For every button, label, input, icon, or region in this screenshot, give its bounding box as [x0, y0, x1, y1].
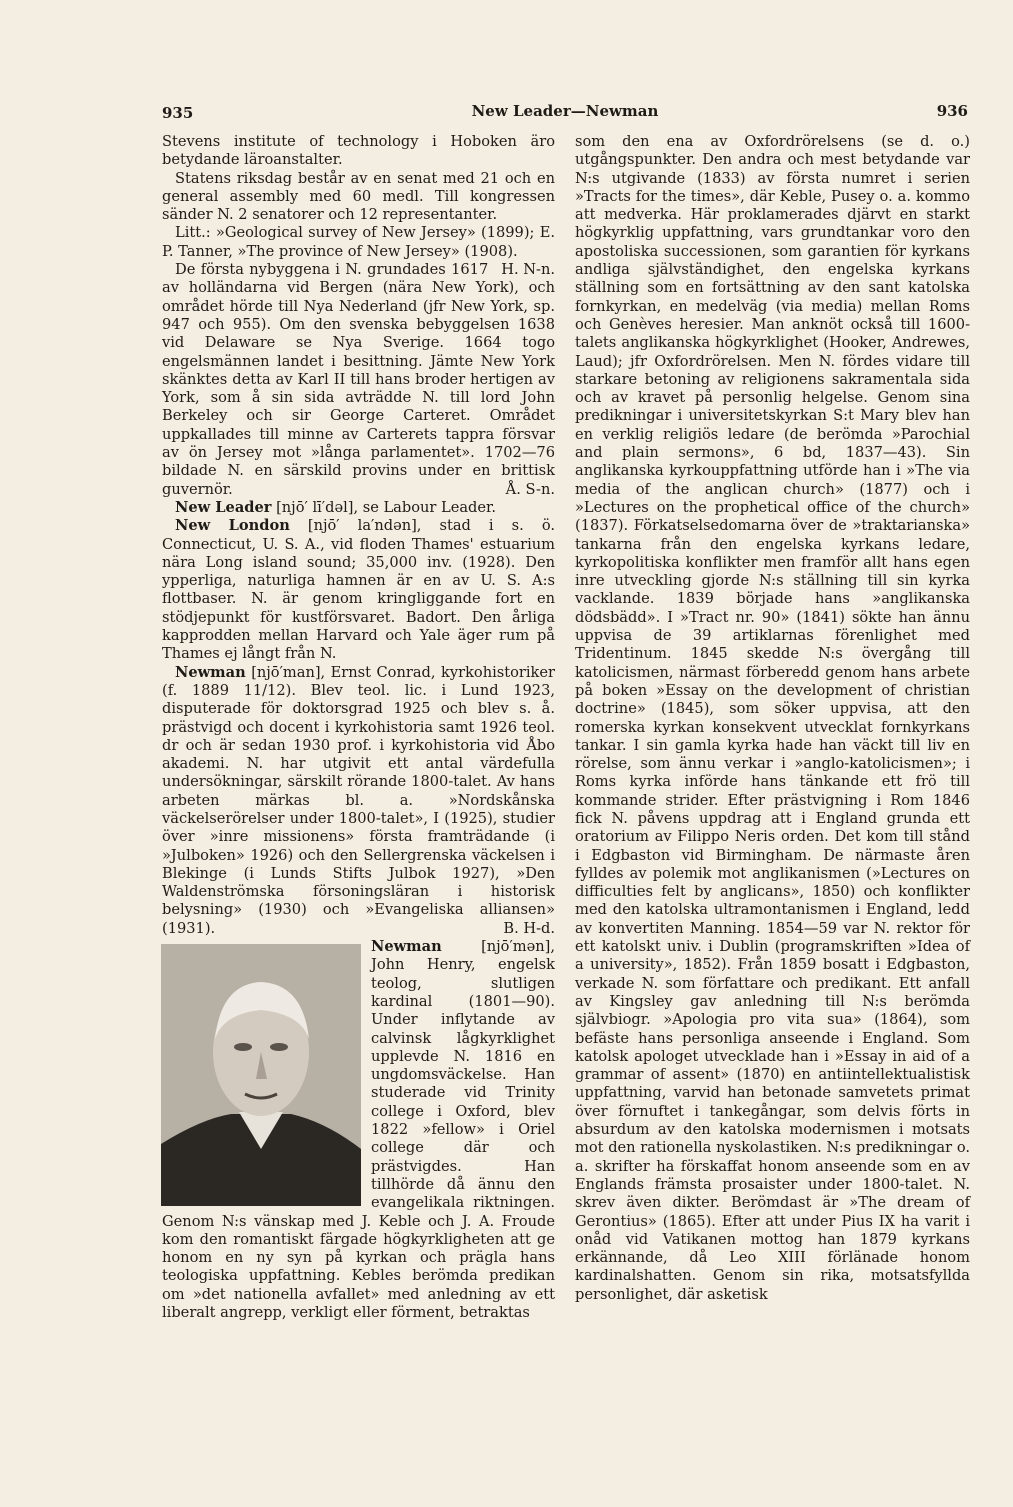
- running-header: [162, 102, 968, 126]
- author-signature: Å. S-n.: [505, 480, 555, 498]
- entry-headword: New Leader: [175, 498, 272, 516]
- paragraph-text: De första nybyggena i N. grundades 1617 av holländarna vid Bergen (nära New York), och området hörde till Nya Nederland (jfr New York, sp. 947 och 955). Om den svenska bebyggelsen 1638 vid Delaware se Nya Sverige. 1664 togo engelsmännen landet i besittning. Jämte New York skänktes detta av Karl II till hans broder hertigen av York, som å sin sida avträdde N. till lord John Berkeley och sir George Carteret. Området uppkallades till minne av Carterets tappra försvar av ön Jersey mot »långa parlamentet». 1702—76 bildade N. en särskild provins under en brittisk guvernör.: [162, 261, 555, 498]
- entry-text: [njō′mən], John Henry, engelsk teolog, slutligen kardinal (1801—90). Under inflytande av calvinsk lågkyrklighet upplevde N. 1816 en ungdomsväckelse. Han studerade vid Trinity college i Oxford, blev 1822 »fellow» i Oriel college där och prästvigdes. Han tillhörde då ännu den evangelikala riktningen. Genom N:s vänskap med J. Keble och J. A. Froude kom den romantiskt färgade högkyrkligheten att ge honom en ny syn på kyrkan och prägla hans teologiska uppfattning. Kebles berömda predikan om »det nationella avfallet» med anledning av ett liberalt angrepp, verkligt eller förment, betraktas: [162, 938, 555, 1321]
- entry-headword: Newman: [371, 938, 442, 956]
- portrait-figure: [161, 944, 361, 1206]
- entry-new-london: [162, 517, 555, 663]
- paragraph: Statens riksdag består av en senat med 21 och en general assembly med 60 medl. Till kongressen sänder N. 2 senatorer och 12 representanter.: [162, 169, 555, 224]
- entry-text: [njō′man], Ernst Conrad, kyrkohistoriker (f. 1889 11/12). Blev teol. lic. i Lund 1923, disputerade för doktorsgrad 1925 och blev s. å. prästvigd och docent i kyrkohistoria samt 1926 teol. dr och är sedan 1930 prof. i kyrkohistoria vid Åbo akademi. N. har utgivit ett antal värdefulla undersökningar, särskilt rörande 1800-talet. Av hans arbeten märkas bl. a. »Nordskånska väckelserörelser under 1800-talet», I (1925), studier över »inre missionens» första framträdande (i »Julboken» 1926) och den Sellergrenska väckelsen i Blekinge (i Lunds Stifts Julbok 1927), »Den Waldenströmska försoningsläran i historisk belysning» (1930) och »Evangeliska alliansen» (1931).: [162, 663, 556, 937]
- entry-new-leader: [162, 499, 555, 517]
- author-signature: H. N-n.: [501, 261, 555, 279]
- paragraph: Stevens institute of technology i Hoboken äro betydande läroanstalter.: [162, 133, 555, 169]
- header-title: New Leader—Newman: [471, 102, 659, 120]
- entry-newman-ernst: [162, 664, 555, 938]
- paragraph: som den ena av Oxfordrörelsens (se d. o.) utgångspunkter. Den andra och mest betydande var N:s utgivande (1833) av första numret i serien »Tracts for the times», där Keble, Pusey o. a. kommo att medverka. Här proklamerades djärvt en starkt högkyrklig uppfattning, vars grundtankar voro den apostoliska successionen, som garantien för kyrkans andliga självständighet, den engelska kyrkans ställning som en fortsättning av den sant katolska fornkyrkan, en medelväg (via media) mellan Roms och Genèves heresier. Man anknöt också till 1600-talets anglikanska högkyrklighet (Hooker, Andrewes, Laud); jfr Oxfordrörelsen. Men N. fördes vidare till starkare betoning av religionens sakramentala sida och av kravet på personlig helgelse. Genom sina predikningar i universitetskyrkan S:t Mary blev han en verklig religiös ledare (de berömda »Parochial and plain sermons», 6 bd, 1837—43). Sin anglikanska kyrkouppfattning utförde han i »The via media of the anglican church» (1877) och i »Lectures on the prophetical office of the church» (1837). Förkatselsedomarna över de »traktarianska» tankarna från den engelska kyrkans ledare, kyrkopolitiska konflikter men framför allt hans egen inre utveckling gjorde N:s ställning till sin kyrka vacklande. 1839 började hans »anglikanska dödsbädd». I »Tract nr. 90» (1841) sökte han ännu uppvisa de 39 artiklarnas förenlighet med Tridentinum. 1845 skedde N:s övergång till katolicismen, närmast förberedd genom hans arbete på boken »Essay on the development of christian doctrine» (1845), som söker uppvisa, att den romerska kyrkan konsekvent utvecklat fornkyrkans tankar. I sin gamla kyrka hade han väckt till liv en rörelse, som ännu verkar i »anglo-katolicismen»; i Roms kyrka införde hans tänkande ett frö till kommande strider. Efter prästvigning i Rom 1846 fick N. påvens uppdrag att i England grunda ett oratorium av Filippo Neris orden. Det kom till stånd i Edgbaston vid Birmingham. De närmaste åren fylldes av polemik mot anglikanismen (»Lectures on difficulties felt by anglicans», 1850) och konflikter med den katolska ultramontanismen i England, ledd av konvertiten Manning. 1854—59 var N. rektor för ett katolskt univ. i Dublin (programskriften »Idea of a university», 1852). Från 1859 bosatt i Edgbaston, verkade N. som författare och predikant. Ett anfall av Kingsley gav anledning till N:s berömda självbiogr. »Apologia pro vita sua» (1864), som befäste hans personliga anseende i England. Som katolsk apologet utvecklade han i »Essay in aid of a grammar of assent» (1870) en antiintellektualistisk uppfattning, varvid han betonade samvetets primat över förnuftet i tankegångar, som delvis förts in absurdum av den katolska modernismen i motsats mot den rationella nyskolastiken. N:s predikningar o. a. skrifter ha förskaffat honom anseende som en av Englands främsta prosaister under 1800-talet. N. skrev även dikter. Berömdast är »The dream of Gerontius» (1865). Efter att under Pius IX ha varit i onåd vid Vatikanen mottog han 1879 kyrkans erkännande, då Leo XIII förlänade honom kardinalshatten. Genom sin rika, motsatsfyllda personlighet, där asketisk: [575, 133, 970, 1303]
- paragraph: [162, 261, 555, 499]
- entry-headword: Newman: [175, 663, 246, 681]
- left-column: [162, 133, 555, 1322]
- page-number-right: 936: [936, 102, 968, 120]
- page-number-left: 935: [162, 104, 194, 122]
- paragraph: [162, 224, 555, 279]
- author-signature: B. H-d.: [503, 919, 555, 937]
- entry-headword: New London: [175, 517, 290, 535]
- paragraph-text: Litt.: »Geological survey of New Jersey» (1899); E. P. Tanner, »The province of New Jersey» (1908).: [162, 224, 555, 260]
- right-column: [575, 133, 970, 1304]
- entry-text: [njō′ la′ndən], stad i s. ö. Connecticut, U. S. A., vid floden Thames' estuarium nära Long island sound; 35,000 inv. (1928). Den ypperliga, naturliga hamnen är en av U. S. A:s flottbaser. N. är genom kringliggande fort en stödjepunkt för kustförsvaret. Badort. Den årliga kapprodden mellan Harvard och Yale äger rum på Thames ej långt från N.: [162, 517, 555, 663]
- entry-text: [njō′ lī′dəl], se Labour Leader.: [276, 498, 497, 516]
- portrait-photo: [161, 944, 361, 1206]
